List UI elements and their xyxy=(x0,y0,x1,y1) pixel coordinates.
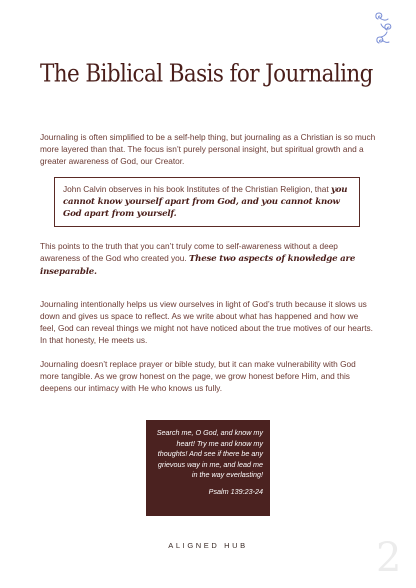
brand-footer: ALIGNED HUB xyxy=(168,541,248,550)
page-title: The Biblical Basis for Journaling xyxy=(40,60,373,88)
awareness-emphasis: These two aspects of knowledge are inseparable. xyxy=(40,254,356,277)
quote-intro: John Calvin observes in his book Institutes of the Christian Religion, that xyxy=(63,184,331,194)
vulnerability-paragraph: Journaling doesn’t replace prayer or bible study, but it can make vulnerability with God more tangible. As we grow honest on the page, we grow honest before Him, and this deepens our intimacy with He who knows us fully. xyxy=(40,359,356,393)
scripture-reference: Psalm 139:23-24 xyxy=(208,486,263,496)
scripture-text: Search me, O God, and know my heart! Try me and know my thoughts! And see if there be any grievous way in me, and lead me in the way everlasting! xyxy=(156,428,263,479)
quote-emphasis: you cannot know yourself apart from God, and you cannot know God apart from yourself. xyxy=(63,185,348,219)
awareness-paragraph xyxy=(40,240,376,278)
awareness-text: This points to the truth that you can’t truly come to self-awareness without a deep awareness of the God who created you. xyxy=(40,241,338,263)
intro-paragraph: Journaling is often simplified to be a self-help thing, but journaling as a Christian is so much more layered than that. The focus isn’t purely personal insight, but spiritual growth and a greater awareness of God, our Creator. xyxy=(40,132,376,166)
swirl-decoration-icon xyxy=(372,10,394,48)
scripture-card xyxy=(146,420,270,516)
page-number: 2 xyxy=(376,535,402,581)
calvin-quote-box xyxy=(54,177,360,227)
reflection-paragraph: Journaling intentionally helps us view ourselves in light of God’s truth because it slows us down and gives us space to reflect. As we write about what has happened and how we feel, God can reveal things we might not have noticed about the true motives of our hearts. In that honesty, He meets us. xyxy=(40,299,373,345)
